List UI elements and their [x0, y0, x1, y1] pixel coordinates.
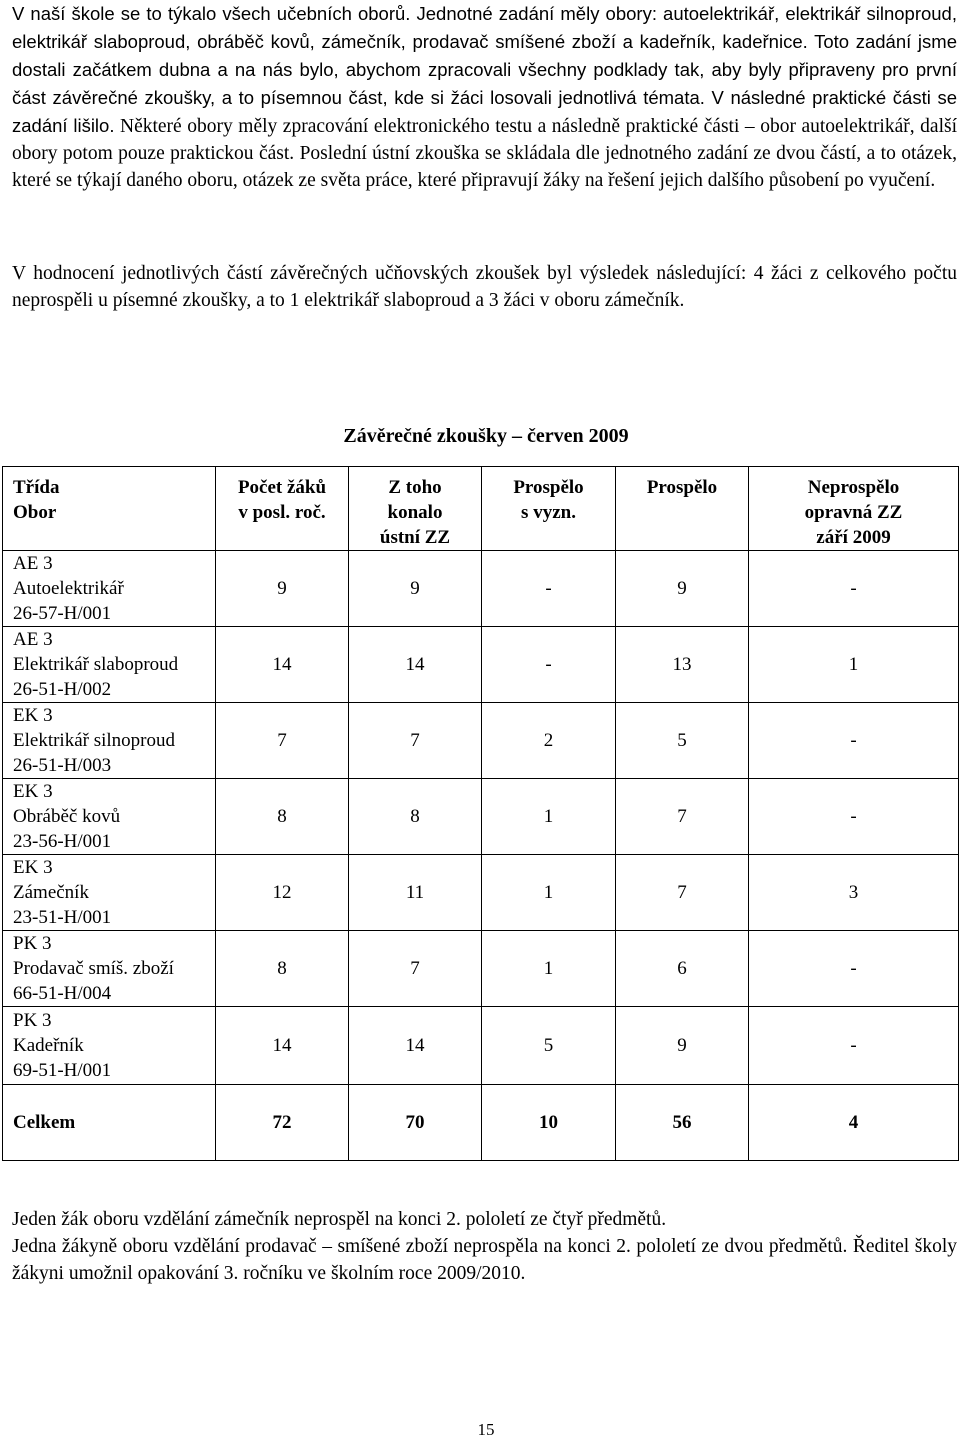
cell-pocet: 14	[216, 1007, 349, 1085]
table-row	[3, 931, 959, 1007]
row-label: AE 3 Autoelektrikář 26-57-H/001	[3, 551, 216, 627]
table-row	[3, 1007, 959, 1085]
cell-prospelo: 13	[616, 627, 749, 703]
table-row	[3, 779, 959, 855]
cell-neprospelo: -	[749, 1007, 959, 1085]
intro-paragraph-sans-text: V naší škole se to týkalo všech učebních oborů. Jednotné zadání měly obory: autoelektrikář, elektrikář silnoproud, elektrikář slaboproud, obráběč kovů, zámečník, prodavač smíšené zboží a kadeřník, kadeřnice. Toto zadání jsme dostali začátkem dubna a na nás bylo, abychom zpracovali všechny podklady tak, aby byly připraveny pro první část závěrečné zkoušky, a to písemnou část, kde si žáci losovali jednotlivá témata. V následné praktické části se zadání lišilo.	[12, 3, 957, 136]
cell-ustni: 11	[349, 855, 482, 931]
table-header-row	[3, 467, 959, 551]
cell-neprospelo: -	[749, 551, 959, 627]
results-table	[2, 466, 959, 1161]
note-line: Jedna žákyně oboru vzdělání prodavač – smíšené zboží neprospěla na konci 2. pololetí ze dvou předmětů. Ředitel školy žákyni umožnil opakování 3. ročníku ve školním roce 2009/2010.	[12, 1236, 957, 1284]
cell-prospelo: 9	[616, 551, 749, 627]
notes	[12, 1206, 957, 1287]
cell-neprospelo: -	[749, 779, 959, 855]
cell-ustni: 7	[349, 931, 482, 1007]
cell-vyzn: -	[482, 551, 616, 627]
cell-prospelo: 7	[616, 855, 749, 931]
page-number: 15	[477, 1420, 495, 1439]
table-row	[3, 855, 959, 931]
intro-paragraph	[12, 0, 957, 194]
cell-vyzn: 2	[482, 703, 616, 779]
total-neprospelo: 4	[749, 1085, 959, 1161]
cell-neprospelo: 1	[749, 627, 959, 703]
cell-neprospelo: -	[749, 931, 959, 1007]
table-total-row	[3, 1085, 959, 1161]
header-trida-obor: Třída Obor	[3, 467, 216, 551]
row-label: PK 3 Kadeřník 69-51-H/001	[3, 1007, 216, 1085]
cell-ustni: 14	[349, 1007, 482, 1085]
table-title: Závěrečné zkoušky – červen 2009	[343, 425, 629, 447]
cell-prospelo: 7	[616, 779, 749, 855]
cell-pocet: 7	[216, 703, 349, 779]
total-label: Celkem	[3, 1085, 216, 1161]
row-label: AE 3 Elektrikář slaboproud 26-51-H/002	[3, 627, 216, 703]
cell-pocet: 14	[216, 627, 349, 703]
row-label: EK 3 Obráběč kovů 23-56-H/001	[3, 779, 216, 855]
cell-vyzn: 1	[482, 931, 616, 1007]
row-label: EK 3 Zámečník 23-51-H/001	[3, 855, 216, 931]
cell-ustni: 14	[349, 627, 482, 703]
cell-pocet: 12	[216, 855, 349, 931]
total-pocet: 72	[216, 1085, 349, 1161]
cell-pocet: 9	[216, 551, 349, 627]
row-label: PK 3 Prodavač smíš. zboží 66-51-H/004	[3, 931, 216, 1007]
cell-vyzn: -	[482, 627, 616, 703]
table-row	[3, 627, 959, 703]
cell-ustni: 9	[349, 551, 482, 627]
header-ustni-zz: Z toho konalo ústní ZZ	[349, 467, 482, 551]
cell-vyzn: 5	[482, 1007, 616, 1085]
total-vyzn: 10	[482, 1085, 616, 1161]
cell-ustni: 8	[349, 779, 482, 855]
cell-neprospelo: 3	[749, 855, 959, 931]
header-prospelo-s-vyzn: Prospělo s vyzn.	[482, 467, 616, 551]
cell-neprospelo: -	[749, 703, 959, 779]
cell-vyzn: 1	[482, 779, 616, 855]
total-prospelo: 56	[616, 1085, 749, 1161]
cell-ustni: 7	[349, 703, 482, 779]
table-row	[3, 703, 959, 779]
cell-pocet: 8	[216, 779, 349, 855]
header-pocet-zaku: Počet žáků v posl. roč.	[216, 467, 349, 551]
cell-prospelo: 6	[616, 931, 749, 1007]
cell-prospelo: 5	[616, 703, 749, 779]
cell-vyzn: 1	[482, 855, 616, 931]
table-row	[3, 551, 959, 627]
cell-prospelo: 9	[616, 1007, 749, 1085]
note-line: Jeden žák oboru vzdělání zámečník neprospěl na konci 2. pololetí ze čtyř předmětů.	[12, 1209, 667, 1230]
cell-pocet: 8	[216, 931, 349, 1007]
results-paragraph: V hodnocení jednotlivých částí závěrečných učňovských zkoušek byl výsledek následující: 4 žáci z celkového počtu neprospěli u písemné zkoušky, a to 1 elektrikář slaboproud a 3 žáci v oboru zámečník.	[12, 263, 957, 311]
intro-paragraph-serif-text: Některé obory měly zpracování elektronického testu a následně praktické části – obor autoelektrikář, další obory potom pouze praktickou část. Poslední ústní zkouška se skládala dle jednotného zadání ze dvou částí, a to otázek, které se týkají daného oboru, otázek ze světa práce, které připravují žáky na řešení jejich dalšího působení po vyučení.	[12, 116, 957, 191]
header-neprospelo: Neprospělo opravná ZZ září 2009	[749, 467, 959, 551]
header-prospelo: Prospělo	[616, 467, 749, 551]
total-ustni: 70	[349, 1085, 482, 1161]
row-label: EK 3 Elektrikář silnoproud 26-51-H/003	[3, 703, 216, 779]
